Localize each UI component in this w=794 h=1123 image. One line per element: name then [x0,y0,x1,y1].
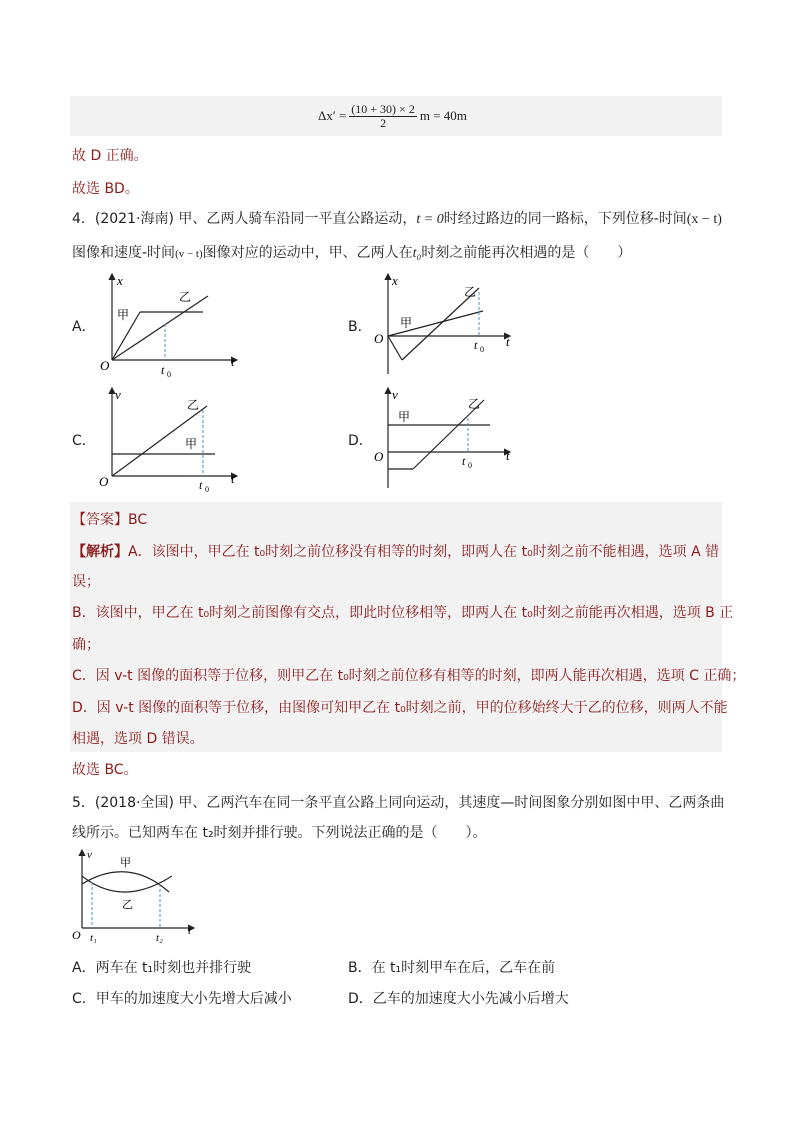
graph-q5-origin: O [72,928,81,942]
graph-b [368,268,528,378]
formula-denominator: 2 [380,115,387,130]
q5-option-b: B．在 t₁时刻甲车在后，乙车在前 [348,960,556,976]
q4-option-d-label: D． [348,433,373,449]
graph-c-t0-sub: 0 [205,485,209,494]
graph-c [95,382,255,494]
q5-line-2: 线所示。已知两车在 t₂时刻并排行驶。下列说法正确的是（ ）。 [72,825,487,841]
graph-a [95,268,255,378]
graph-q5-t1-label: t₁ [90,932,97,944]
graph-d-origin: O [374,449,384,464]
graph-q5-yi-label: 乙 [122,899,133,911]
graph-b-t0-label: t [474,338,478,352]
answer-final: 故选 BC。 [72,762,138,778]
explanation-line-6: D．因 v-t 图像的面积等于位移，由图像可知甲乙在 t₀时刻之前，甲的位移始终大于乙的位移，则两人不能 [72,700,728,716]
graph-b-t-label: t [506,334,510,349]
prev-line-2: 故选 BD。 [72,181,139,197]
explanation-line-1 [72,541,719,561]
formula-numerator: (10 + 30) × 2 [351,101,415,116]
graph-q5-v-label: v [87,849,92,861]
q4-xt: (x − t) [686,212,722,227]
explanation-line-4: 确； [72,637,100,653]
graph-b-origin: O [374,331,384,346]
prev-line-1: 故 D 正确。 [72,148,148,164]
graph-c-origin: O [99,474,109,489]
graph-q5-jia-curve [82,872,169,892]
graph-c-yi-label: 乙 [187,398,200,412]
graph-c-t0-label: t [199,478,203,492]
graph-d-t0-label: t [462,454,466,468]
graph-d [368,382,528,494]
q5-line-1: 5．(2018·全国) 甲、乙两汽车在同一条平直公路上同向运动，其速度—时间图象分别如图中甲、乙两条曲 [72,795,725,811]
graph-b-yi-label: 乙 [464,285,477,299]
explanation-line-2: 误； [72,574,100,590]
explanation-l1-text: A．该图中，甲乙在 t₀时刻之前位移没有相等的时刻，即两人在 t₀时刻之前不能相遇，选项 A 错 [128,544,720,560]
graph-d-v-label: v [392,387,398,402]
q4-text-a: 4．(2021·海南) 甲、乙两人骑车沿同一平直公路运动， [72,211,417,227]
q4-vt: (v − t) [175,248,203,260]
graph-q5 [72,846,202,946]
formula-lhs: Δx′ = [318,108,347,123]
graph-q5-yi-curve [82,876,172,892]
formula-rhs: m = 40m [419,108,467,123]
graph-d-t-label: t [506,448,510,463]
graph-a-origin: O [100,358,110,373]
graph-c-v-label: v [115,387,121,402]
graph-d-yi-label: 乙 [468,397,481,411]
graph-a-yi-line [112,296,208,360]
explanation-line-7: 相遇，选项 D 错误。 [72,731,204,747]
graph-q5-t-label: t [188,925,192,937]
q4-l2-e: 时刻之前能再次相遇的是（ ） [421,245,632,261]
graph-q5-t2-label: t₂ [156,932,163,944]
q5-option-d: D．乙车的加速度大小先减小后增大 [348,991,569,1007]
explanation-line-5: C．因 v-t 图像的面积等于位移，则甲乙在 t₀时刻之前位移有相等的时刻，即两人能再次相遇，选项 C 正确； [72,668,746,684]
answer-label: 【答案】BC [72,512,148,528]
graph-a-t0-sub: 0 [167,370,171,378]
graph-a-t0-label: t [161,363,165,377]
q5-option-c: C．甲车的加速度大小先增大后减小 [72,991,292,1007]
graph-b-x-label: x [392,273,398,288]
q4-option-a-label: A． [72,319,96,335]
graph-c-t-label: t [231,471,235,486]
graph-d-jia-label: 甲 [398,410,411,424]
graph-a-jia-label: 甲 [117,308,130,322]
q5-option-a: A．两车在 t₁时刻也并排行驶 [72,960,252,976]
graph-a-t-label: t [231,354,235,369]
formula-fraction [349,103,417,130]
graph-q5-jia-label: 甲 [120,857,131,869]
q4-option-b-label: B． [348,319,372,335]
graph-b-jia-label: 甲 [400,316,413,330]
q4-line-1 [72,208,722,228]
q4-l2-c: 图像对应的运动中，甲、乙两人在 [202,245,413,261]
q4-option-c-label: C． [72,433,96,449]
graph-b-yi-line-1 [388,336,402,360]
q4-text-c: 时经过路边的同一路标，下列位移-时间 [443,211,687,227]
explanation-label: 【解析】 [72,544,128,560]
q4-t0: t₀ [412,246,422,261]
q4-l2-a: 图像和速度-时间 [72,245,176,261]
q4-t-eq-0: t = 0 [416,212,444,227]
explanation-line-3: B．该图中，甲乙在 t₀时刻之前图像有交点，即此时位移相等，即两人在 t₀时刻之前能再次相遇，选项 B 正 [72,605,734,621]
graph-a-yi-label: 乙 [179,290,192,304]
graph-d-t0-sub: 0 [468,461,472,470]
graph-b-t0-sub: 0 [480,345,484,354]
q4-line-2 [72,242,631,262]
graph-a-x-label: x [117,273,123,288]
formula [318,101,467,131]
graph-c-jia-label: 甲 [185,437,198,451]
